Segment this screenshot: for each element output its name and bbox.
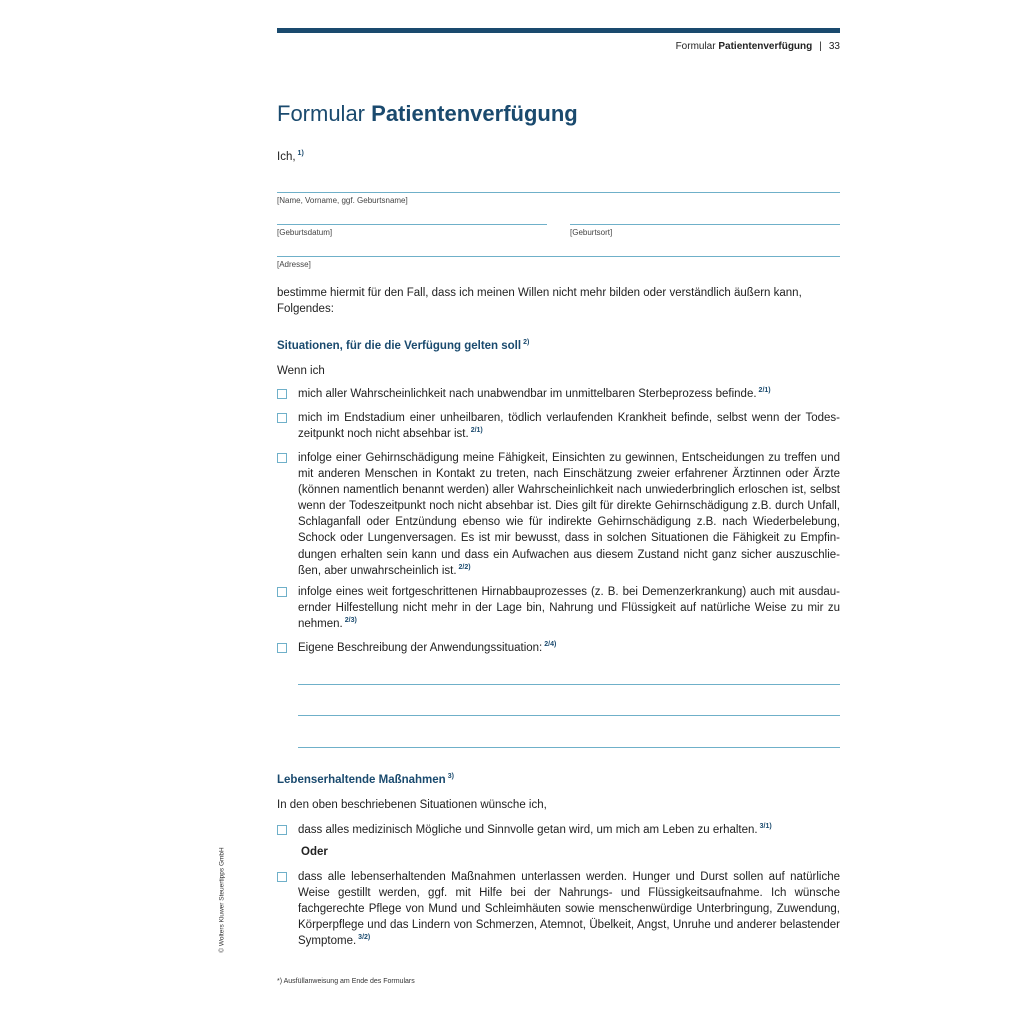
custom-situation-line-1[interactable]	[298, 684, 840, 685]
ich-label: Ich, $^{1)}$	[277, 150, 304, 163]
checkbox[interactable]	[277, 643, 287, 653]
name-field[interactable]	[277, 192, 840, 193]
custom-situation-line-3[interactable]	[298, 747, 840, 748]
checkbox[interactable]	[277, 389, 287, 399]
address-field[interactable]	[277, 256, 840, 257]
or-label: Oder	[301, 846, 328, 858]
footnote: *) Ausfüllanweisung am Ende des Formulars	[277, 978, 415, 985]
checkbox[interactable]	[277, 872, 287, 882]
header-rule	[277, 28, 840, 33]
situation-option-1[interactable]: mich aller Wahrscheinlichkeit nach unabwendbar im unmittelbaren Sterbeprozess befinde. $^{2/1)}$	[277, 386, 840, 402]
situation-option-5[interactable]: Eigene Beschreibung der Anwendungssituation: $^{2/4)}$	[277, 640, 840, 656]
situation-option-4[interactable]: infolge eines weit fortgeschrittenen Hirnabbauprozesses (z. B. bei Demenzerkrankung) auch mit ausdau-ernder Hilfestellung nicht mehr in der Lage bin, Nahrung und Flüssigkeit auf natürliche Weise zu mir zu nehmen. $^{2/3)}$	[277, 584, 840, 632]
custom-situation-line-2[interactable]	[298, 715, 840, 716]
situation-option-3[interactable]: infolge einer Gehirnschädigung meine Fähigkeit, Einsichten zu gewinnen, Entscheidungen zu treffen und mit anderen Menschen in Kontakt zu treten, nach Einschätzung zweier erfahrener Ärztinnen oder Ärzte (können namentlich benannt werden) aller Wahrscheinlichkeit nach unwiederbringlich erloschen ist, selbst wenn der Todeszeitpunkt noch nicht absehbar ist. Dies gilt für direkte Gehirnschädigung z.B. durch Unfall, Schlaganfall oder Entzündung ebenso wie für indirekte Gehirnschädigung z.B. nach Wiederbelebung, Schock oder Lungenversagen. Es ist mir bewusst, dass in solchen Situationen die Fähigkeit zu Empfin-dungen erhalten sein kann und dass ein Aufwachen aus diesem Zustand nicht ganz sicher auszuschlie-ßen, aber unwahrscheinlich ist. $^{2/2)}$	[277, 450, 840, 579]
page-title: Formular Patientenverfügung	[277, 101, 578, 126]
running-title-bold: Patientenverfügung	[718, 41, 813, 52]
situation-option-2[interactable]: mich im Endstadium einer unheilbaren, tödlich verlaufenden Krankheit befinde, selbst wenn der Todes-zeitpunkt noch nicht absehbar ist. $^{2/1)}$	[277, 410, 840, 442]
birthdate-field-label: [Geburtsdatum]	[277, 228, 333, 237]
birthplace-field[interactable]	[570, 224, 840, 225]
page-number: 33	[828, 41, 840, 52]
name-field-label: [Name, Vorname, ggf. Geburtsname]	[277, 196, 408, 205]
measures-lead: In den oben beschriebenen Situationen wünsche ich,	[277, 799, 547, 811]
address-field-label: [Adresse]	[277, 260, 311, 269]
intro-paragraph: bestimme hiermit für den Fall, dass ich meinen Willen nicht mehr bilden oder verständlich äußern kann, Folgendes:	[277, 287, 802, 315]
birthplace-field-label: [Geburtsort]	[570, 228, 613, 237]
checkbox[interactable]	[277, 413, 287, 423]
measures-option-1[interactable]: dass alles medizinisch Mögliche und Sinnvolle getan wird, um mich am Leben zu erhalten. $^{3/1)}$	[277, 822, 840, 838]
measures-option-2[interactable]: dass alle lebenserhaltenden Maßnahmen unterlassen werden. Hunger und Durst sollen auf natürliche Weise gestillt werden, ggf. mit Hilfe bei der Nahrungs- und Flüssigkeitsaufnahme. Ich wünsche fachgerechte Pflege von Mund und Schleimhäuten sowie menschenwürdige Unterbringung, Zuwendung, Körperpflege und das Lindern von Schmerzen, Atemnot, Übelkeit, Angst, Unruhe und anderer belastender Symptome. $^{3/2)}$	[277, 869, 840, 949]
running-header: Formular Patientenverfügung | 33	[675, 41, 840, 52]
situations-lead: Wenn ich	[277, 365, 325, 377]
checkbox[interactable]	[277, 825, 287, 835]
copyright-note: © Wolters Kluwer Steuertipps GmbH	[218, 847, 226, 953]
checkbox[interactable]	[277, 453, 287, 463]
checkbox[interactable]	[277, 587, 287, 597]
measures-heading: Lebenserhaltende Maßnahmen $^{3)}$	[277, 773, 454, 786]
birthdate-field[interactable]	[277, 224, 547, 225]
running-title-normal: Formular	[675, 41, 716, 52]
situations-heading: Situationen, für die die Verfügung gelten soll $^{2)}$	[277, 339, 530, 352]
ich-footnote-ref: 1)	[297, 150, 304, 157]
